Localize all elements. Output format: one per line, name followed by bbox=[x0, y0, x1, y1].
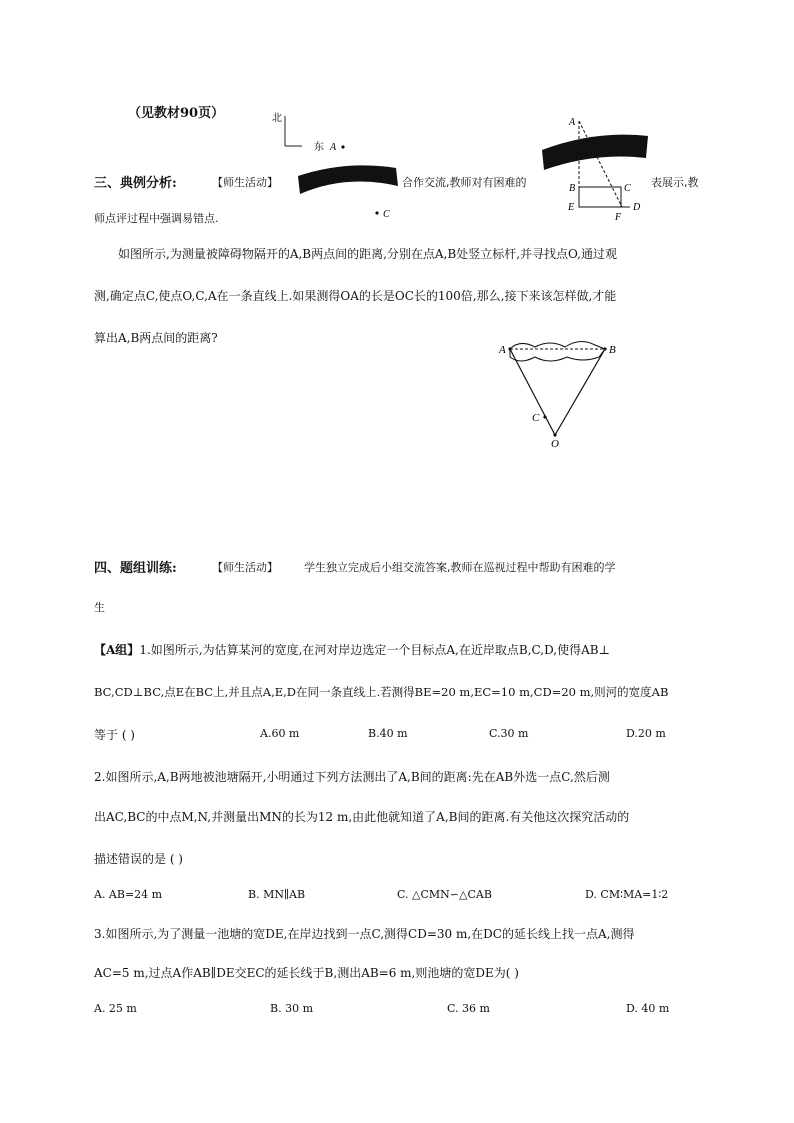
q3-line-1: 3.如图所示,为了测量一池塘的宽DE,在岸边找到一点C,测得CD=30 m,在DC的延长线上找一点A,测得 bbox=[94, 927, 635, 941]
q1-option-a[interactable]: A.60 m bbox=[260, 727, 300, 740]
point-a-label: A bbox=[330, 142, 337, 153]
fig1-label-d: D bbox=[633, 202, 641, 213]
q2-option-c[interactable]: C. △CMN∽△CAB bbox=[397, 888, 492, 901]
section4-heading: 四、题组训练: bbox=[94, 561, 177, 576]
section4-activity-tag: 【师生活动】 bbox=[212, 561, 278, 574]
east-label: 东 bbox=[314, 142, 324, 153]
q1-option-b[interactable]: B.40 m bbox=[368, 727, 408, 740]
example-line-2: 测,确定点C,使点O,C,A在一条直线上.如果测得OA的长是OC长的100倍,那么,接下来该怎样做,才能 bbox=[94, 289, 617, 303]
figure-obstacle-triangle bbox=[495, 335, 625, 450]
textbook-reference: （见教材90页） bbox=[128, 106, 225, 121]
q2-line-2: 出AC,BC的中点M,N,并测量出MN的长为12 m,由此他就知道了A,B间的距离.有关他这次探究活动的 bbox=[94, 810, 630, 824]
fig1-label-e: E bbox=[568, 202, 575, 213]
section4-line2: 生 bbox=[94, 601, 105, 614]
point-c-dot bbox=[375, 211, 378, 214]
fig1-label-a: A bbox=[569, 117, 576, 128]
q1-line-1-text: 1.如图所示,为估算某河的宽度,在河对岸边选定一个目标点A,在近岸取点B,C,D,使得AB⊥ bbox=[139, 643, 610, 657]
fig2-label-o: O bbox=[551, 438, 559, 450]
q1-option-d[interactable]: D.20 m bbox=[626, 727, 666, 740]
section3-line2: 师点评过程中强调易错点. bbox=[94, 212, 219, 225]
q1-line-1 bbox=[94, 641, 610, 658]
q2-line-1: 2.如图所示,A,B两地被池塘隔开,小明通过下列方法测出了A,B间的距离:先在AB外选一点C,然后测 bbox=[94, 770, 610, 784]
fig1-label-c: C bbox=[624, 183, 631, 194]
example-line-1: 如图所示,为测量被障碍物隔开的A,B两点间的距离,分别在点A,B处竖立标杆,并寻找点O,通过观 bbox=[118, 247, 617, 261]
obstacle-stroke-1 bbox=[296, 162, 400, 198]
q2-line-3: 描述错误的是 ( ) bbox=[94, 852, 183, 866]
q2-option-b[interactable]: B. MN∥AB bbox=[248, 888, 306, 901]
q3-option-b[interactable]: B. 30 m bbox=[270, 1002, 314, 1015]
q3-line-2: AC=5 m,过点A作AB∥DE交EC的延长线于B,测出AB=6 m,则池塘的宽DE为( ) bbox=[94, 966, 519, 980]
section3-text-a: 合作交流,教师对有困难的 bbox=[402, 176, 527, 189]
section4-text: 学生独立完成后小组交流答案,教师在巡视过程中帮助有困难的学 bbox=[304, 561, 616, 574]
north-label: 北 bbox=[272, 113, 282, 124]
q1-stem-end: 等于 ( ) bbox=[94, 728, 135, 742]
q2-option-d[interactable]: D. CM∶MA=1∶2 bbox=[585, 888, 669, 901]
fig1-label-f: F bbox=[615, 212, 622, 223]
point-c-label: C bbox=[383, 209, 390, 220]
section3-text-b: 表展示,教 bbox=[651, 176, 699, 189]
q1-group-label: 【A组】 bbox=[94, 643, 140, 657]
fig2-label-a: A bbox=[499, 344, 506, 356]
example-line-3: 算出A,B两点间的距离? bbox=[94, 331, 218, 345]
q2-option-a[interactable]: A. AB=24 m bbox=[94, 888, 163, 901]
fig2-label-b: B bbox=[609, 344, 616, 356]
q3-option-d[interactable]: D. 40 m bbox=[626, 1002, 670, 1015]
section3-heading: 三、典例分析: bbox=[94, 176, 177, 191]
section3-activity-tag: 【师生活动】 bbox=[212, 176, 278, 189]
fig1-label-b: B bbox=[569, 183, 576, 194]
q3-option-a[interactable]: A. 25 m bbox=[94, 1002, 137, 1015]
q3-option-c[interactable]: C. 36 m bbox=[447, 1002, 490, 1015]
q1-option-c[interactable]: C.30 m bbox=[489, 727, 529, 740]
q1-line-2: BC,CD⊥BC,点E在BC上,并且点A,E,D在同一条直线上.若测得BE=20 m,EC=10 m,CD=20 m,则河的宽度AB bbox=[94, 685, 669, 699]
figure-river-measure bbox=[560, 112, 670, 224]
point-a-dot bbox=[341, 145, 344, 148]
fig2-label-c: C bbox=[532, 412, 540, 424]
